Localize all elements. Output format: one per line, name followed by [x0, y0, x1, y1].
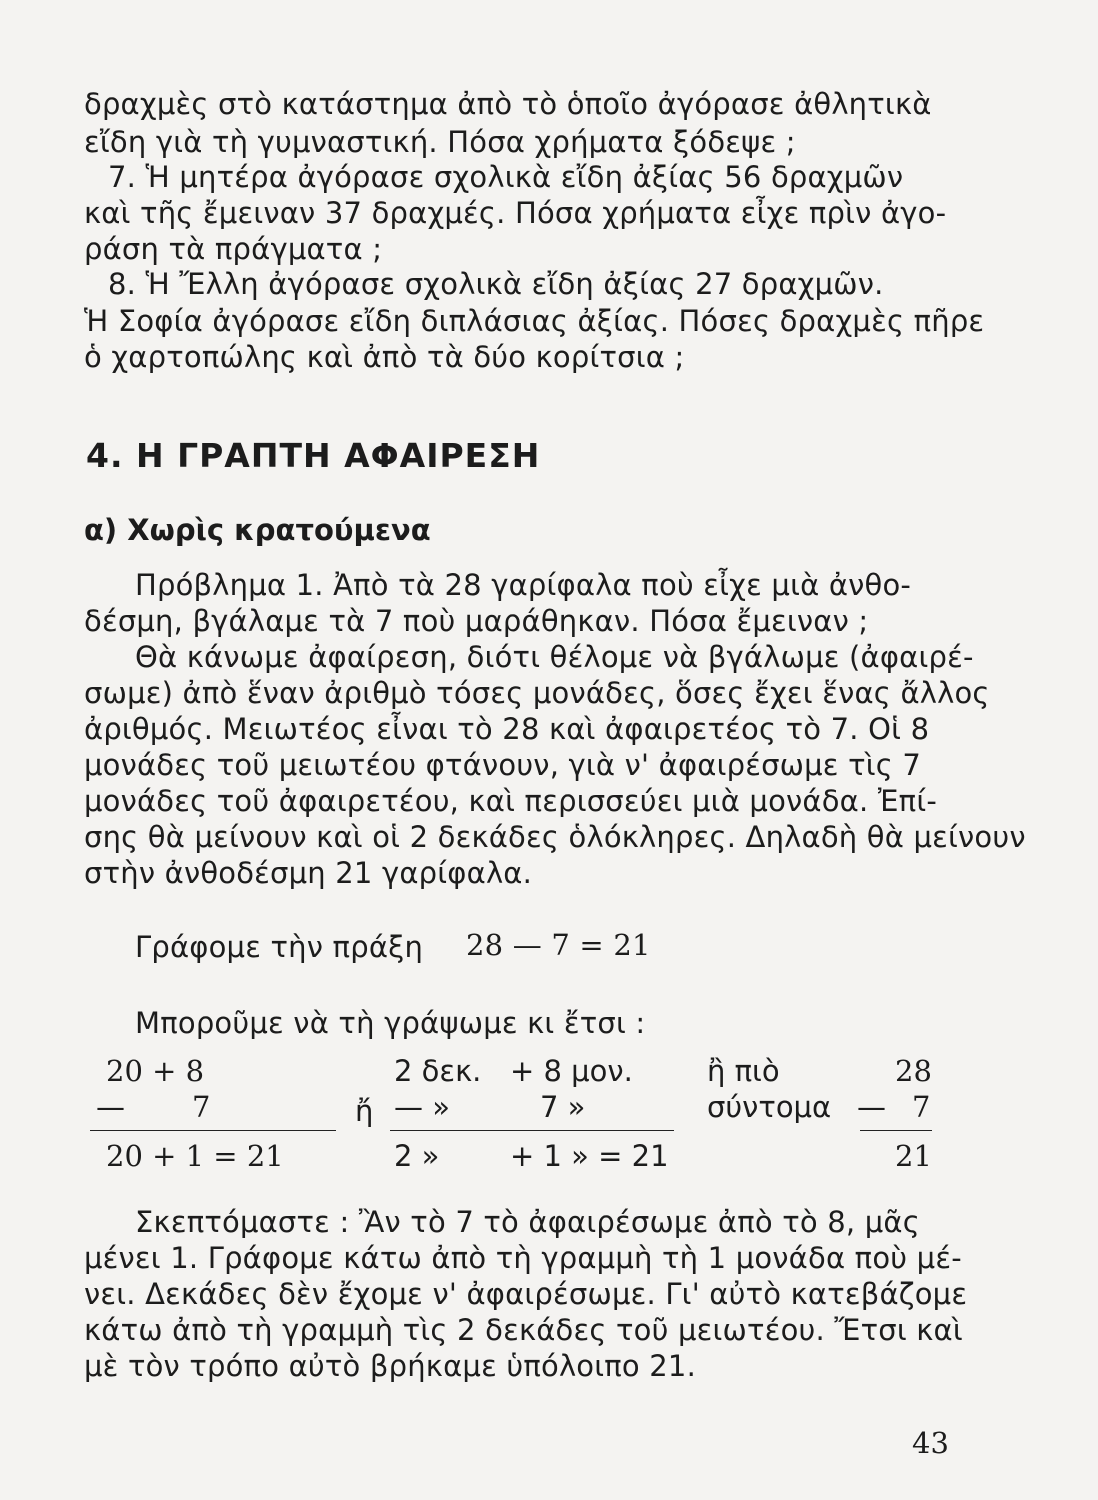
- column2-rule: [390, 1130, 674, 1131]
- text-line: ὁ χαρτοπώλης καὶ ἀπὸ τὰ δύο κορίτσια ;: [84, 340, 685, 374]
- column3-result: 21: [895, 1139, 932, 1173]
- text-line: καὶ τῆς ἔμειναν 37 δραχμές. Πόσα χρήματα εἶχε πρὶν ἀγο-: [84, 196, 947, 230]
- text-line: δραχμὲς στὸ κατάστημα ἀπὸ τὸ ὁποῖο ἀγόρασε ἀθλητικὰ: [84, 87, 932, 121]
- column3-minus: —: [857, 1090, 886, 1124]
- text-line: Πρόβλημα 1. Ἀπὸ τὰ 28 γαρίφαλα ποὺ εἶχε μιὰ ἀνθο-: [135, 568, 912, 602]
- column2-top-units: + 8 μον.: [510, 1054, 633, 1088]
- text-line: 8. Ἡ Ἔλλη ἀγόρασε σχολικὰ εἴδη ἀξίας 27 δραχμῶν.: [108, 267, 884, 301]
- column2-result-units: + 1 » = 21: [510, 1139, 669, 1173]
- text-line: 7. Ἡ μητέρα ἀγόρασε σχολικὰ εἴδη ἀξίας 56 δραχμῶν: [108, 160, 904, 194]
- column2-top-tens: 2 δεκ.: [394, 1054, 482, 1088]
- text-line: στὴν ἀνθοδέσμη 21 γαρίφαλα.: [84, 856, 533, 890]
- page-number: 43: [912, 1426, 949, 1460]
- column3-rule: [860, 1130, 932, 1131]
- subsection-title: α) Χωρὶς κρατούμενα: [84, 513, 431, 547]
- column3-subtrahend: 7: [912, 1090, 931, 1124]
- column1-top: 20 + 8: [106, 1054, 205, 1088]
- column3-label-b: σύντομα: [707, 1090, 832, 1124]
- text-line: σης θὰ μείνουν καὶ οἱ 2 δεκάδες ὁλόκληρες. Δηλαδὴ θὰ μείνουν: [84, 820, 1026, 854]
- text-line: μονάδες τοῦ ἀφαιρετέου, καὶ περισσεύει μιὰ μονάδα. Ἐπί-: [84, 784, 937, 818]
- column2-mid-tens: — »: [394, 1090, 450, 1124]
- text-line: ράση τὰ πράγματα ;: [84, 232, 383, 266]
- text-line: σωμε) ἀπὸ ἕναν ἀριθμὸ τόσες μονάδες, ὅσες ἔχει ἕνας ἄλλος: [84, 676, 990, 710]
- column1-subtrahend: 7: [192, 1090, 211, 1124]
- column1-rule: [90, 1130, 336, 1131]
- text-line: εἴδη γιὰ τὴ γυμναστική. Πόσα χρήματα ξόδεψε ;: [84, 125, 796, 159]
- operation-label: Γράφομε τὴν πράξη: [135, 930, 424, 964]
- column1-result: 20 + 1 = 21: [106, 1139, 284, 1173]
- text-line: Ἡ Σοφία ἀγόρασε εἴδη διπλάσιας ἀξίας. Πόσες δραχμὲς πῆρε: [84, 304, 985, 338]
- text-line: Θὰ κάνωμε ἀφαίρεση, διότι θέλομε νὰ βγάλωμε (ἀφαιρέ-: [135, 640, 974, 674]
- text-line: νει. Δεκάδες δὲν ἔχομε ν' ἀφαιρέσωμε. Γι' αὐτὸ κατεβάζομε: [84, 1277, 968, 1311]
- section-title: 4. Η ΓΡΑΠΤΗ ΑΦΑΙΡΕΣΗ: [86, 436, 541, 475]
- column1-minus: —: [96, 1090, 125, 1124]
- text-line: Μποροῦμε νὰ τὴ γράψωμε κι ἔτσι :: [135, 1006, 646, 1040]
- text-line: κάτω ἀπὸ τὴ γραμμὴ τὶς 2 δεκάδες τοῦ μειωτέου. Ἔτσι καὶ: [84, 1313, 963, 1347]
- text-line: Σκεπτόμαστε : Ἂν τὸ 7 τὸ ἀφαιρέσωμε ἀπὸ τὸ 8, μᾶς: [135, 1205, 920, 1239]
- text-line: ἀριθμός. Μειωτέος εἶναι τὸ 28 καὶ ἀφαιρετέος τὸ 7. Οἱ 8: [84, 712, 930, 746]
- column2-result-tens: 2 »: [394, 1139, 440, 1173]
- column3-label-a: ἢ πιὸ: [707, 1054, 780, 1088]
- text-line: μὲ τὸν τρόπο αὐτὸ βρήκαμε ὑπόλοιπο 21.: [84, 1349, 696, 1383]
- column3-top: 28: [895, 1054, 932, 1088]
- text-line: μονάδες τοῦ μειωτέου φτάνουν, γιὰ ν' ἀφαιρέσωμε τὶς 7: [84, 748, 922, 782]
- operation-expression: 28 — 7 = 21: [466, 928, 651, 962]
- text-line: μένει 1. Γράφομε κάτω ἀπὸ τὴ γραμμὴ τὴ 1 μονάδα ποὺ μέ-: [84, 1241, 962, 1275]
- or-word: ἤ: [355, 1094, 374, 1128]
- text-line: δέσμη, βγάλαμε τὰ 7 ποὺ μαράθηκαν. Πόσα ἔμειναν ;: [84, 604, 869, 638]
- column2-mid-units: 7 »: [540, 1090, 586, 1124]
